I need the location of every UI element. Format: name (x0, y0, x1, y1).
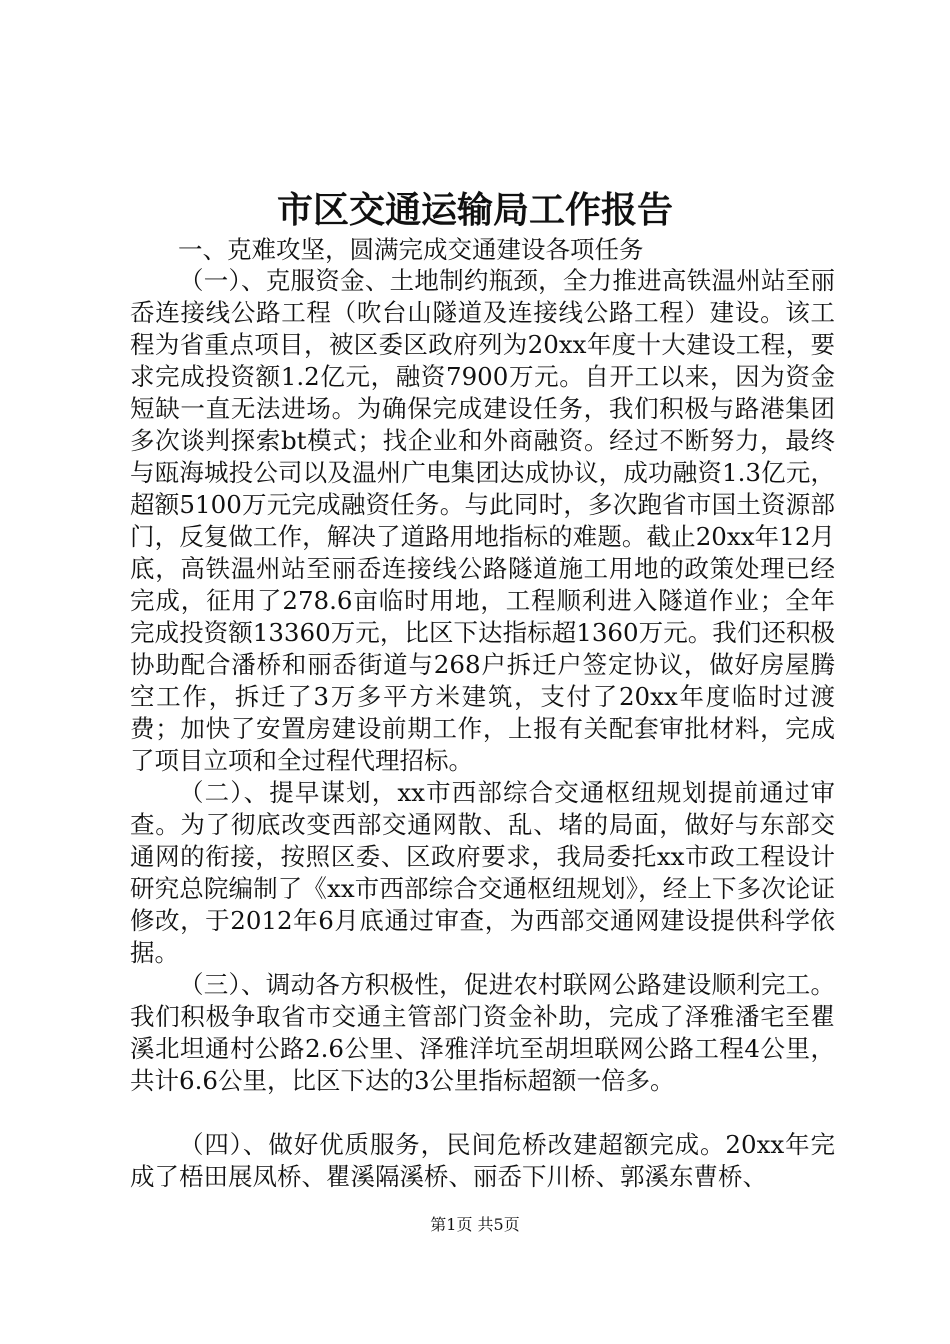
paragraph-1: （一）、克服资金、土地制约瓶颈，全力推进高铁温州站至丽岙连接线公路工程（吹台山隧道及连接线公路工程）建设。该工程为省重点项目，被区委区政府列为20xx年度十大建设工程，要求完成投资额1.2亿元，融资7900万元。自开工以来，因为资金短缺一直无法进场。为确保完成建设任务，我们积极与路港集团多次谈判探索bt模式；找企业和外商融资。经过不断努力，最终与瓯海城投公司以及温州广电集团达成协议，成功融资1.3亿元，超额5100万元完成融资任务。与此同时，多次跑省市国土资源部门，反复做工作，解决了道路用地指标的难题。截止20xx年12月底，高铁温州站至丽岙连接线公路隧道施工用地的政策处理已经完成，征用了278.6亩临时用地，工程顺利进入隧道作业；全年完成投资额13360万元，比区下达指标超1360万元。我们还积极协助配合潘桥和丽岙街道与268户拆迁户签定协议，做好房屋腾空工作，拆迁了3万多平方米建筑，支付了20xx年度临时过渡费；加快了安置房建设前期工作，上报有关配套审批材料，完成了项目立项和全过程代理招标。 (130, 266, 835, 775)
page-footer: 第1页 共5页 (430, 1215, 520, 1234)
paragraph-4: （四）、做好优质服务，民间危桥改建超额完成。20xx年完成了梧田展凤桥、瞿溪隔溪桥、丽岙下川桥、郭溪东曹桥、 (130, 1130, 835, 1191)
document-title: 市区交通运输局工作报告 (276, 189, 673, 231)
paragraph-3: （三）、调动各方积极性，促进农村联网公路建设顺利完工。我们积极争取省市交通主管部门资金补助，完成了泽雅潘宅至瞿溪北坦通村公路2.6公里、泽雅洋坑至胡坦联网公路工程4公里，共计6.6公里，比区下达的3公里指标超额一倍多。 (130, 970, 835, 1095)
document-body (130, 265, 835, 1193)
paragraph-2: （二）、提早谋划，xx市西部综合交通枢纽规划提前通过审查。为了彻底改变西部交通网散、乱、堵的局面，做好与东部交通网的衔接，按照区委、区政府要求，我局委托xx市政工程设计研究总院编制了《xx市西部综合交通枢纽规划》，经上下多次论证修改，于2012年6月底通过审查，为西部交通网建设提供科学依据。 (130, 778, 835, 967)
section-heading: 一、克难攻坚，圆满完成交通建设各项任务 (178, 235, 644, 264)
